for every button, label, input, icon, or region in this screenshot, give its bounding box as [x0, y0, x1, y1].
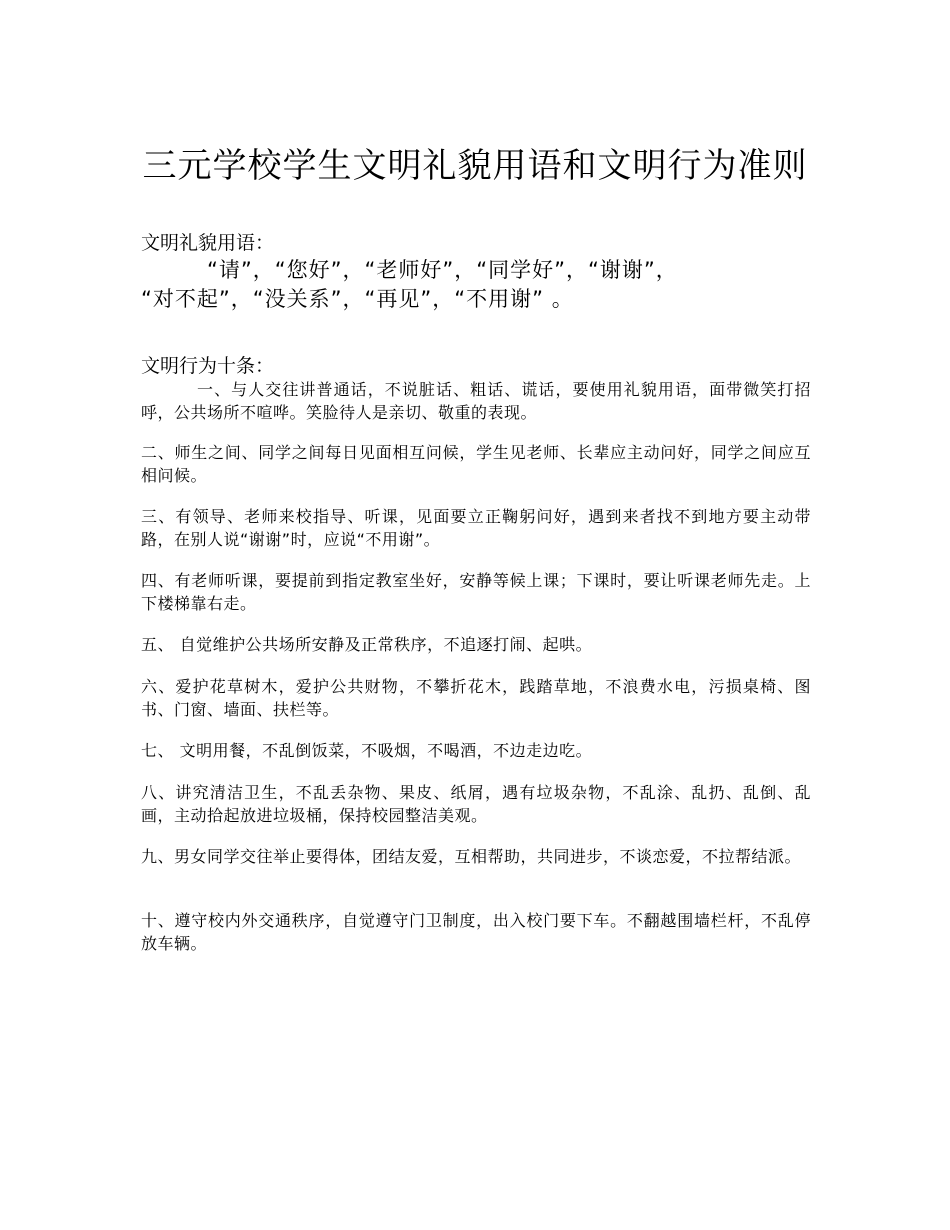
rule-9: 九、男女同学交往举止要得体，团结友爱，互相帮助，共同进步，不谈恋爱，不拉帮结派。 — [141, 847, 802, 866]
rule-5: 五、 自觉维护公共场所安静及正常秩序，不追逐打闹、起哄。 — [141, 635, 593, 654]
rule-3: 三、有领导、老师来校指导、听课，见面要立正鞠躬问好，遇到来者找不到地方要主动带路，在别人说“谢谢”时，应说“不用谢”。 — [141, 507, 811, 549]
behavior-heading: 文明行为十条： — [141, 355, 275, 377]
rule-6: 六、爱护花草树木，爱护公共财物，不攀折花木，践踏草地，不浪费水电，污损桌椅、图书、门窗、墙面、扶栏等。 — [141, 677, 811, 719]
rule-10: 十、遵守校内外交通秩序，自觉遵守门卫制度，出入校门要下车。不翻越围墙栏杆，不乱停放车辆。 — [141, 911, 811, 953]
rule-4: 四、有老师听课，要提前到指定教室坐好，安静等候上课；下课时，要让听课老师先走。上下楼梯靠右走。 — [141, 571, 811, 613]
courtesy-phrases — [141, 256, 811, 314]
rule-8: 八、讲究清洁卫生，不乱丢杂物、果皮、纸屑，遇有垃圾杂物，不乱涂、乱扔、乱倒、乱画，主动拾起放进垃圾桶，保持校园整洁美观。 — [141, 783, 811, 825]
rule-1: 一、与人交往讲普通话，不说脏话、粗话、谎话，要使用礼貌用语，面带微笑打招呼，公共场所不喧哗。笑脸待人是亲切、敬重的表现。 — [141, 380, 811, 422]
rule-2: 二、师生之间、同学之间每日见面相互问候，学生见老师、长辈应主动问好，同学之间应互相问候。 — [141, 443, 811, 485]
courtesy-phrases-line-1: “请”，“您好”，“老师好”，“同学好”，“谢谢”， — [207, 258, 678, 282]
courtesy-phrases-line-2: “对不起”，“没关系”，“再见”，“不用谢” 。 — [141, 287, 574, 311]
document-title: 三元学校学生文明礼貌用语和文明行为准则 — [142, 146, 808, 186]
courtesy-heading: 文明礼貌用语： — [141, 232, 275, 254]
rule-7: 七、 文明用餐，不乱倒饭菜，不吸烟，不喝酒，不边走边吃。 — [141, 741, 593, 760]
